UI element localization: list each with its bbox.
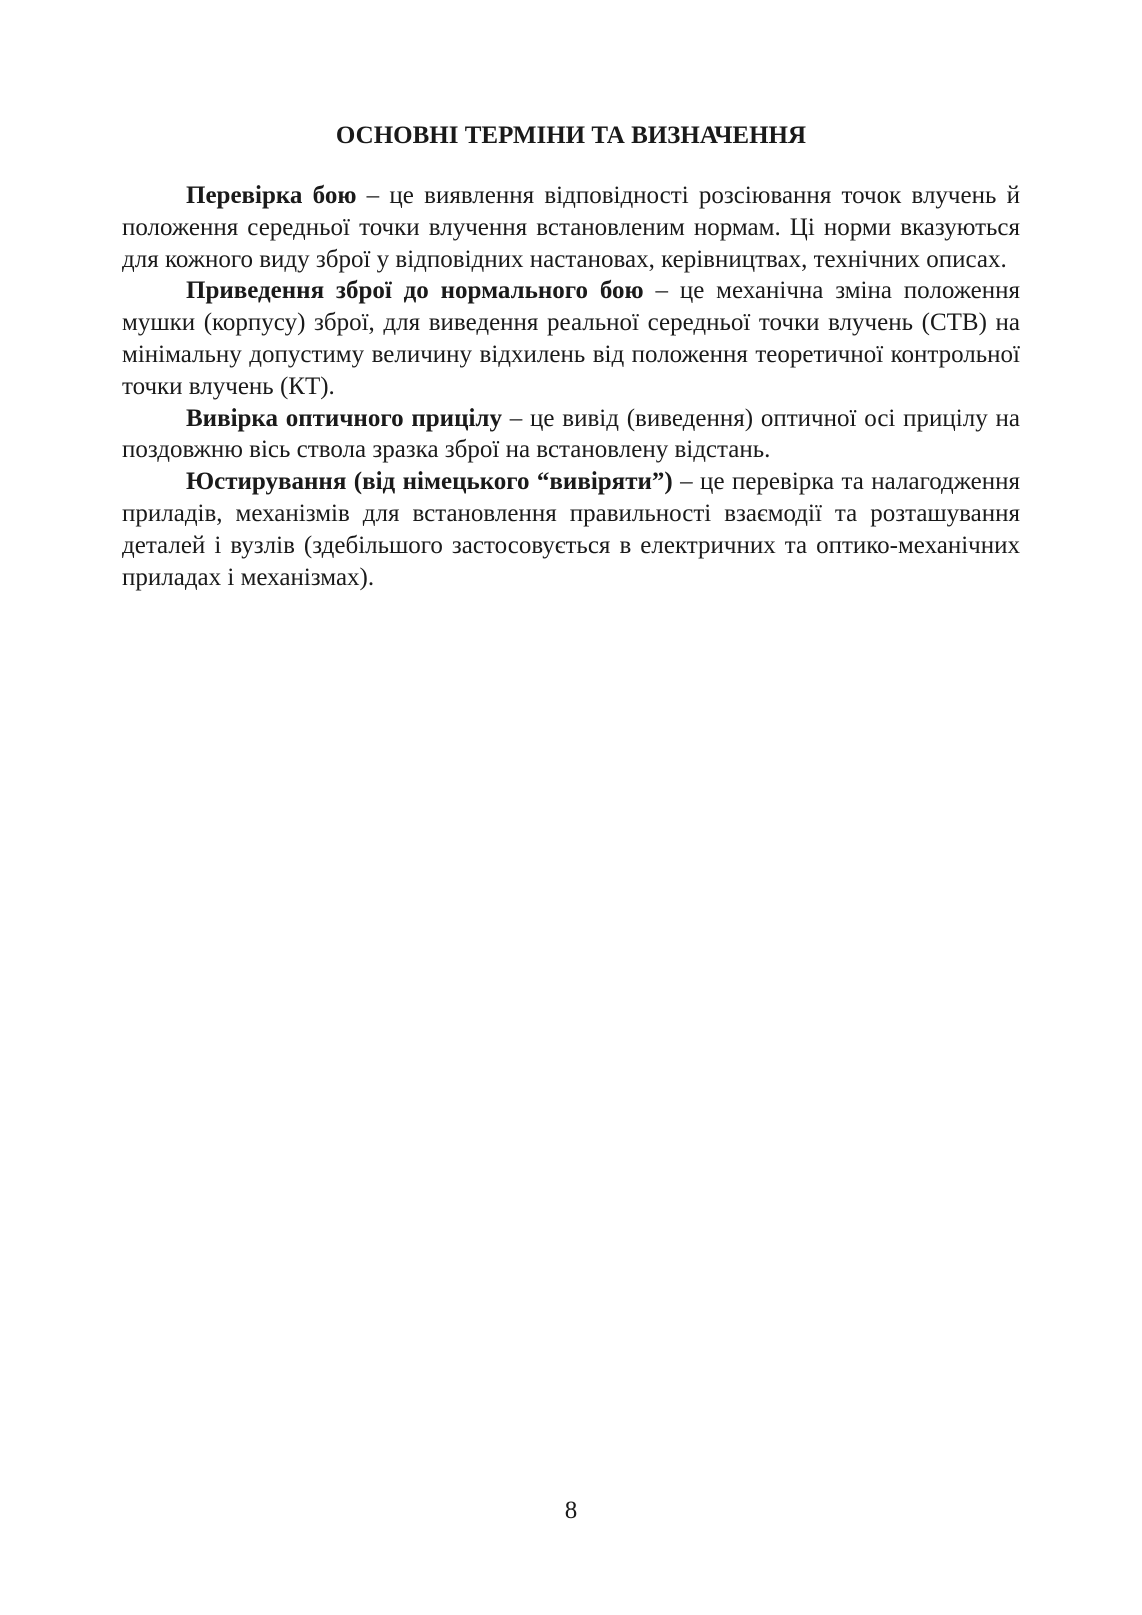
definitions-section [122,180,1020,593]
definition-text: – це механічна зміна положення мушки (корпусу) зброї, для виведення реальної середньої точки влучень (СТВ) на мінімальну допустиму величину відхилень від положення теоретичної контрольної точки влучень (КТ). [122,277,1020,400]
page-number: 8 [564,1497,578,1524]
definition-paragraph [122,180,1020,275]
definition-paragraph [122,466,1020,593]
definition-term: Вивірка оптичного прицілу [186,404,502,432]
definition-term: Приведення зброї до нормального бою [186,277,644,305]
definition-text: – це перевірка та налагодження приладів, механізмів для встановлення правильності взаємодії та розташування деталей і вузлів (здебільшого застосовується в електричних та оптико-механічних приладах і механізмах). [122,468,1020,591]
definition-text: – це виявлення відповідності розсіювання точок влучень й положення середньої точки влучення встановленим нормам. Ці норми вказуються для кожного виду зброї у відповідних настановах, керівництвах, технічних описах. [122,182,1020,273]
definition-paragraph [122,275,1020,402]
definition-text: – це вивід (виведення) оптичної осі прицілу на поздовжню вісь ствола зразка зброї на встановлену відстань. [122,404,1020,464]
definition-term: Перевірка бою [186,182,357,209]
definition-term: Юстирування (від німецького “вивіряти”) [186,468,673,496]
definition-paragraph [122,403,1020,467]
page-title: ОСНОВНІ ТЕРМІНИ ТА ВИЗНАЧЕННЯ [335,122,807,149]
